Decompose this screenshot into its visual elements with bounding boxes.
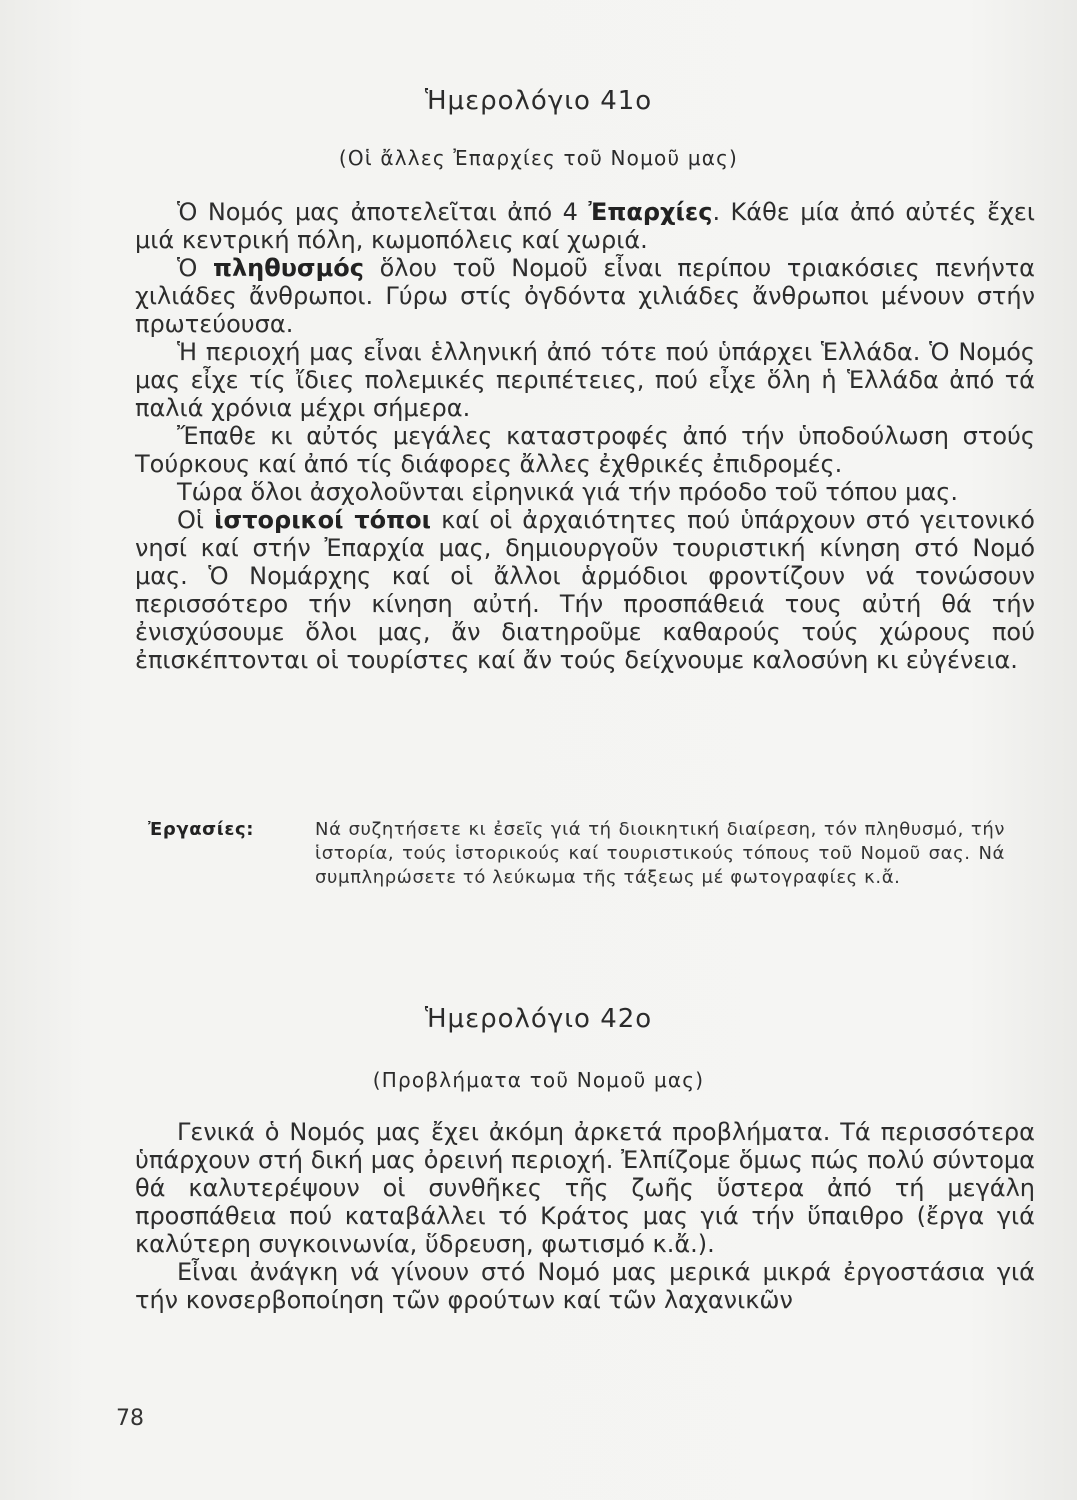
text-run: . Κάθε μία ἀπό αὐτές ἔχει μιά κεντρική πόλη, κωμοπόλεις καί χωριά. xyxy=(135,198,1036,254)
paragraph-factories: Εἶναι ἀνάγκη νά γίνουν στό Νομό μας μερικά μικρά ἐργοστάσια γιά τήν κονσερβοποίηση τῶν φρούτων καί τῶν λαχανικῶν xyxy=(135,1258,1035,1314)
paragraph-destruction xyxy=(135,422,1035,478)
exercise-label: Ἐργασίες: xyxy=(148,819,255,840)
text-run: Ἡ περιοχή μας εἶναι ἑλληνική ἀπό τότε πού ὑπάρχει Ἑλλάδα. Ὁ Νομός μας εἶχε τίς ἴδιες πολεμικές περιπέτειες, πού εἶχε ὅλη ἡ Ἑλλάδα ἀπό τά παλιά χρόνια μέχρι σήμερα. xyxy=(135,338,1035,422)
diary-41-body xyxy=(135,198,1035,674)
text-run: Ἔπαθε κι αὐτός μεγάλες καταστροφές ἀπό τήν ὑποδούλωση στούς Τούρκους καί ἀπό τίς διάφορες ἄλλες ἐχθρικές ἐπιδρομές. xyxy=(135,422,1035,478)
text-run: ὅλου τοῦ Νομοῦ εἶναι περίπου τριακόσιες πενήντα χιλιάδες ἄνθρωποι. Γύρω στίς ὀγδόντα χιλιάδες ἄνθρωποι μένουν στήν πρωτεύουσα. xyxy=(135,254,1036,338)
text-run: Ὁ xyxy=(177,254,213,282)
paragraph-problems: Γενικά ὁ Νομός μας ἔχει ἀκόμη ἀρκετά προβλήματα. Τά περισσότερα ὑπάρχουν στή δική μας ὀρεινή περιοχή. Ἐλπίζομε ὅμως πώς πολύ σύντομα θά καλυτερέψουν οἱ συνθῆκες τῆς ζωῆς ὕστερα ἀπό τή μεγάλη προσπάθεια πού καταβάλλει τό Κράτος μας γιά τήν ὕπαιθρο (ἔργα γιά καλύτερη συγκοινωνία, ὕδρευση, φωτισμό κ.ἄ.). xyxy=(135,1118,1035,1258)
diary-41-subtitle: (Οἱ ἄλλες Ἐπαρχίες τοῦ Νομοῦ μας) xyxy=(338,146,739,170)
diary-42-subtitle: (Προβλήματα τοῦ Νομοῦ μας) xyxy=(372,1068,705,1092)
diary-42-body xyxy=(135,1118,1035,1314)
bold-term-population: πληθυσμός xyxy=(212,254,364,282)
page-number: 78 xyxy=(116,1406,144,1431)
paragraph-history xyxy=(135,338,1035,422)
text-run: Ὁ Νομός μας ἀποτελεῖται ἀπό 4 xyxy=(177,198,589,226)
text-run: Οἱ xyxy=(177,506,215,534)
paragraph-provinces xyxy=(135,198,1035,254)
text-run: καί οἱ ἀρχαιότητες πού ὑπάρχουν στό γειτονικό νησί καί στήν Ἐπαρχία μας, δημιουργοῦν τουριστική κίνηση στό Νομό μας. Ὁ Νομάρχης καί οἱ ἄλλοι ἁρμόδιοι φροντίζουν νά τονώσουν περισσότερο τήν κίνηση αὐτή. Τήν προσπάθειά τους αὐτή θά τήν ἐνισχύσουμε ὅλοι μας, ἄν διατηροῦμε καθαρούς τούς χώρους πού ἐπισκέπτονται οἱ τουρίστες καί ἄν τούς δείχνουμε καλοσύνη κι εὐγένεια. xyxy=(135,506,1035,674)
paragraph-population xyxy=(135,254,1035,338)
diary-42-title: Ἡμερολόγιο 42ο xyxy=(424,1004,653,1034)
paragraph-progress xyxy=(135,478,1035,506)
bold-term-historic-places: ἱστορικοί τόποι xyxy=(214,506,431,534)
paragraph-tourism xyxy=(135,506,1035,674)
bold-term-provinces: Ἐπαρχίες xyxy=(588,198,713,226)
text-run: Τώρα ὅλοι ἀσχολοῦνται εἰρηνικά γιά τήν πρόοδο τοῦ τόπου μας. xyxy=(177,478,958,506)
exercise-text: Νά συζητήσετε κι ἐσεῖς γιά τή διοικητική διαίρεση, τόν πληθυσμό, τήν ἱστορία, τούς ἱστορικούς καί τουριστικούς τόπους τοῦ Νομοῦ σας. Νά συμπληρώσετε τό λεύκωμα τῆς τάξεως μέ φωτογραφίες κ.ἄ. xyxy=(315,819,1005,888)
diary-41-title: Ἡμερολόγιο 41ο xyxy=(424,86,653,116)
